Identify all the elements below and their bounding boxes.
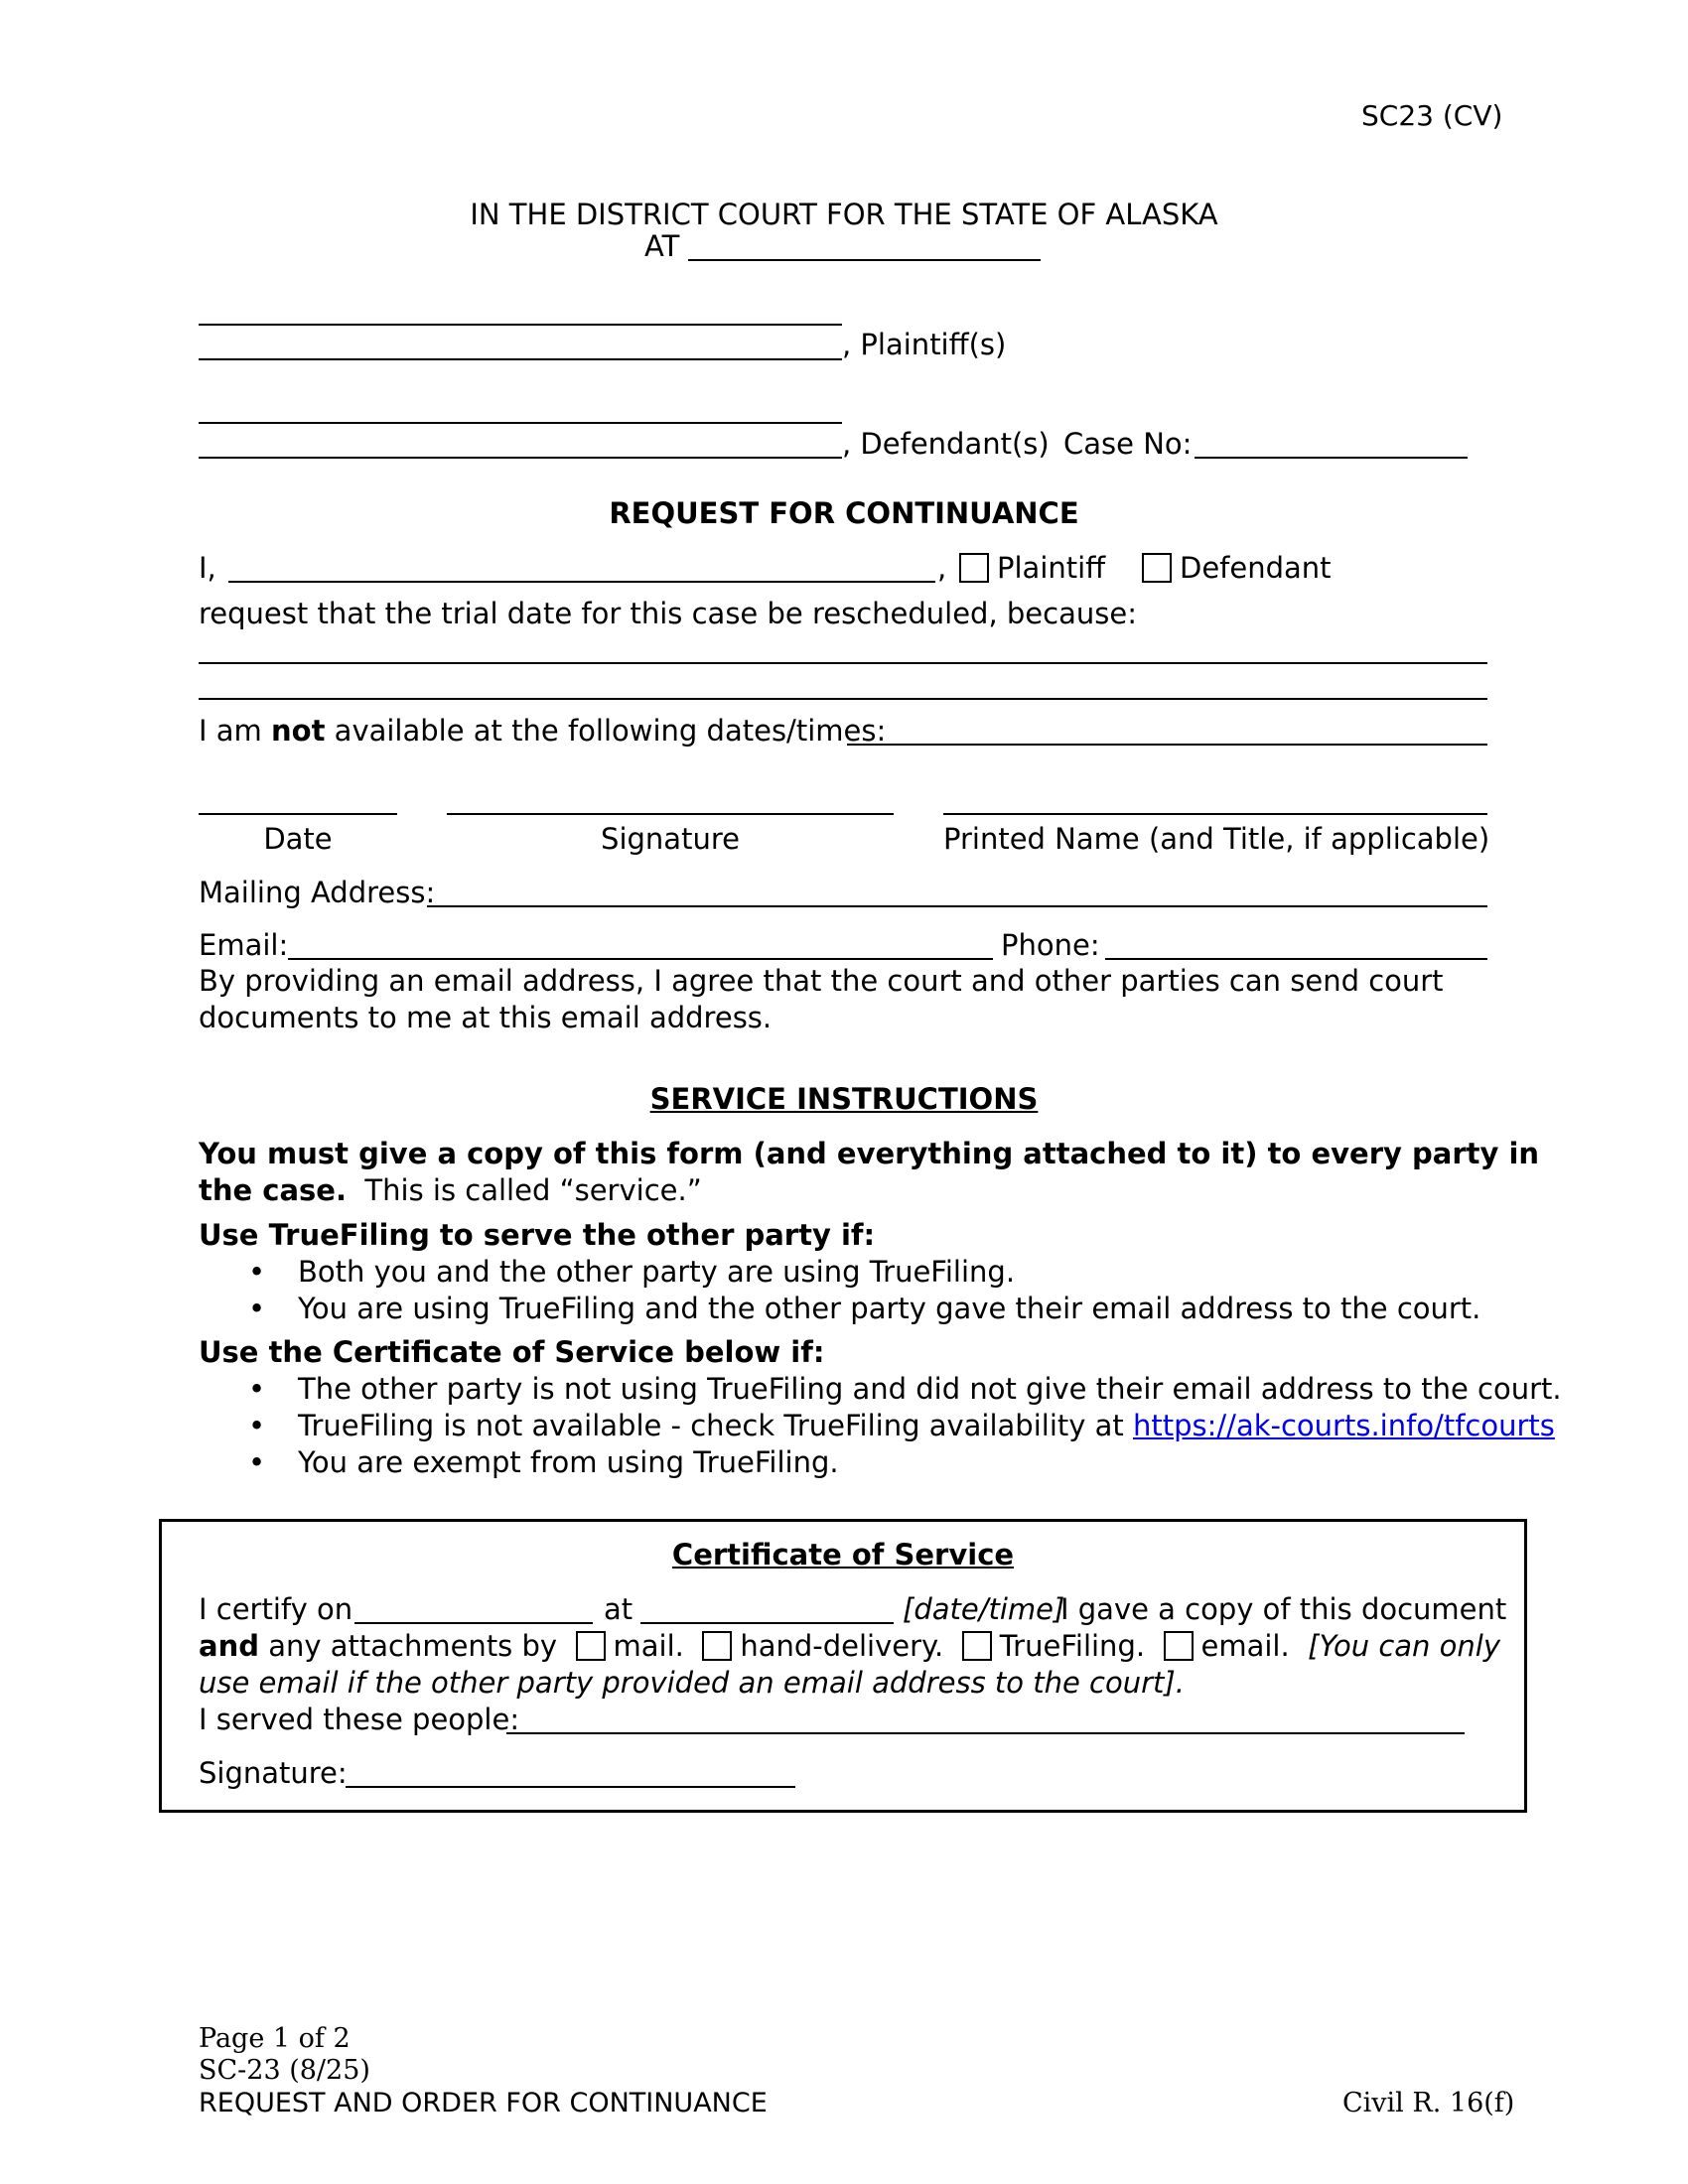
form-code-top: SC23 (CV) bbox=[1361, 99, 1503, 132]
court-at-label: AT bbox=[644, 229, 680, 263]
certificate-title: Certificate of Service bbox=[671, 1538, 1015, 1571]
plaintiff-option bbox=[959, 551, 1105, 586]
email-note-1: [You can only bbox=[1308, 1629, 1500, 1663]
truefiling-list bbox=[199, 1254, 1480, 1327]
certify-on-label: I certify on bbox=[199, 1592, 353, 1626]
email-note-2: use email if the other party provided an email address to the court]. bbox=[199, 1666, 1185, 1700]
plaintiff-checkbox[interactable] bbox=[959, 553, 989, 583]
and-bold: and bbox=[199, 1629, 259, 1663]
reason-text: request that the trial date for this case be rescheduled, because: bbox=[199, 597, 1137, 630]
request-heading: REQUEST FOR CONTINUANCE bbox=[609, 496, 1079, 530]
defendant-option bbox=[1142, 551, 1332, 586]
certificate-signature-field[interactable] bbox=[346, 1786, 795, 1788]
defendant-checkbox[interactable] bbox=[1142, 553, 1172, 583]
signature-label: Signature bbox=[601, 822, 740, 856]
comma: , bbox=[937, 551, 947, 585]
reason-line-2[interactable] bbox=[199, 698, 1487, 700]
defendant-label: , Defendant(s) bbox=[842, 427, 1050, 461]
plaintiff-name-line-2[interactable] bbox=[199, 358, 842, 360]
email-checkbox[interactable] bbox=[1164, 1631, 1194, 1661]
gave-copy-text: I gave a copy of this document bbox=[1060, 1592, 1507, 1626]
service-intro-bold-2: the case. bbox=[199, 1173, 347, 1207]
mail-label: mail. bbox=[613, 1629, 684, 1663]
plaintiff-label: , Plaintiff(s) bbox=[842, 328, 1007, 361]
list-item: • Both you and the other party are using TrueFiling. bbox=[199, 1254, 1480, 1291]
phone-field[interactable] bbox=[1105, 958, 1487, 960]
mailing-address-field[interactable] bbox=[427, 905, 1487, 907]
truefiling-heading: Use TrueFiling to serve the other party if: bbox=[199, 1218, 876, 1252]
mail-checkbox[interactable] bbox=[576, 1631, 606, 1661]
email-consent-line-2: documents to me at this email address. bbox=[199, 1001, 773, 1034]
phone-label: Phone: bbox=[1001, 928, 1100, 962]
date-time-hint: [date/time] bbox=[903, 1592, 1065, 1626]
signature-field[interactable] bbox=[447, 813, 894, 815]
case-no-field[interactable] bbox=[1195, 457, 1468, 459]
date-field[interactable] bbox=[199, 813, 397, 815]
certify-at-label: at bbox=[604, 1592, 633, 1626]
certificate-signature-label: Signature: bbox=[199, 1756, 348, 1790]
not-available-post: available at the following dates/times: bbox=[325, 714, 887, 748]
printed-name-field[interactable] bbox=[943, 813, 1487, 815]
email-option-label: email. bbox=[1200, 1629, 1290, 1663]
footer-form-title: REQUEST AND ORDER FOR CONTINUANCE bbox=[199, 2088, 768, 2118]
court-title: IN THE DISTRICT COURT FOR THE STATE OF ALASKA bbox=[470, 198, 1218, 231]
service-intro-plain: This is called “service.” bbox=[364, 1173, 702, 1207]
unavailable-dates-field[interactable] bbox=[847, 744, 1487, 746]
list-item: • The other party is not using TrueFiling and did not give their email address to the court. bbox=[199, 1371, 1562, 1408]
printed-name-label: Printed Name (and Title, if applicable) bbox=[943, 822, 1490, 856]
plaintiff-option-label: Plaintiff bbox=[997, 551, 1106, 585]
defendant-name-line-1[interactable] bbox=[199, 422, 842, 424]
requester-name-field[interactable] bbox=[228, 581, 935, 583]
email-consent-line-1: By providing an email address, I agree that the court and other parties can send court bbox=[199, 964, 1444, 998]
list-item: • You are using TrueFiling and the other party gave their email address to the court. bbox=[199, 1291, 1480, 1327]
i-label: I, bbox=[199, 551, 216, 585]
footer-rule: Civil R. 16(f) bbox=[1342, 2088, 1515, 2118]
certify-time-field[interactable] bbox=[640, 1622, 894, 1624]
email-label: Email: bbox=[199, 928, 289, 962]
certificate-heading: Use the Certificate of Service below if: bbox=[199, 1335, 825, 1369]
list-item: • You are exempt from using TrueFiling. bbox=[199, 1444, 1562, 1481]
defendant-option-label: Defendant bbox=[1180, 551, 1332, 585]
certificate-list bbox=[199, 1371, 1562, 1481]
served-label: I served these people: bbox=[199, 1703, 520, 1736]
served-people-field[interactable] bbox=[506, 1732, 1465, 1734]
truefiling-availability-text: TrueFiling is not available - check TrueFiling availability at bbox=[298, 1409, 1133, 1442]
attachments-by-text: any attachments by bbox=[268, 1629, 558, 1663]
hand-delivery-checkbox[interactable] bbox=[702, 1631, 732, 1661]
not-available-bold: not bbox=[271, 714, 326, 748]
list-item bbox=[199, 1408, 1562, 1444]
date-label: Date bbox=[263, 822, 333, 856]
hand-delivery-label: hand-delivery. bbox=[740, 1629, 944, 1663]
service-heading: SERVICE INSTRUCTIONS bbox=[649, 1082, 1039, 1116]
reason-line-1[interactable] bbox=[199, 662, 1487, 664]
service-intro-line-1: You must give a copy of this form (and everything attached to it) to every party in bbox=[199, 1137, 1540, 1170]
truefiling-label: TrueFiling. bbox=[999, 1629, 1146, 1663]
footer-page: Page 1 of 2 bbox=[199, 2023, 351, 2054]
not-available-pre: I am bbox=[199, 714, 272, 748]
certify-date-field[interactable] bbox=[354, 1622, 593, 1624]
footer-form-code: SC-23 (8/25) bbox=[199, 2055, 370, 2086]
court-location-field[interactable] bbox=[688, 259, 1041, 261]
mailing-label: Mailing Address: bbox=[199, 876, 436, 909]
email-field[interactable] bbox=[288, 958, 993, 960]
case-no-label: Case No: bbox=[1063, 427, 1193, 461]
not-available-label bbox=[199, 714, 886, 749]
truefiling-checkbox[interactable] bbox=[962, 1631, 992, 1661]
plaintiff-name-line-1[interactable] bbox=[199, 324, 842, 326]
truefiling-link[interactable]: https://ak-courts.info/tfcourts bbox=[1133, 1409, 1555, 1442]
service-intro-line-2 bbox=[199, 1173, 702, 1208]
defendant-name-line-2[interactable] bbox=[199, 457, 842, 459]
method-line bbox=[199, 1629, 1500, 1664]
